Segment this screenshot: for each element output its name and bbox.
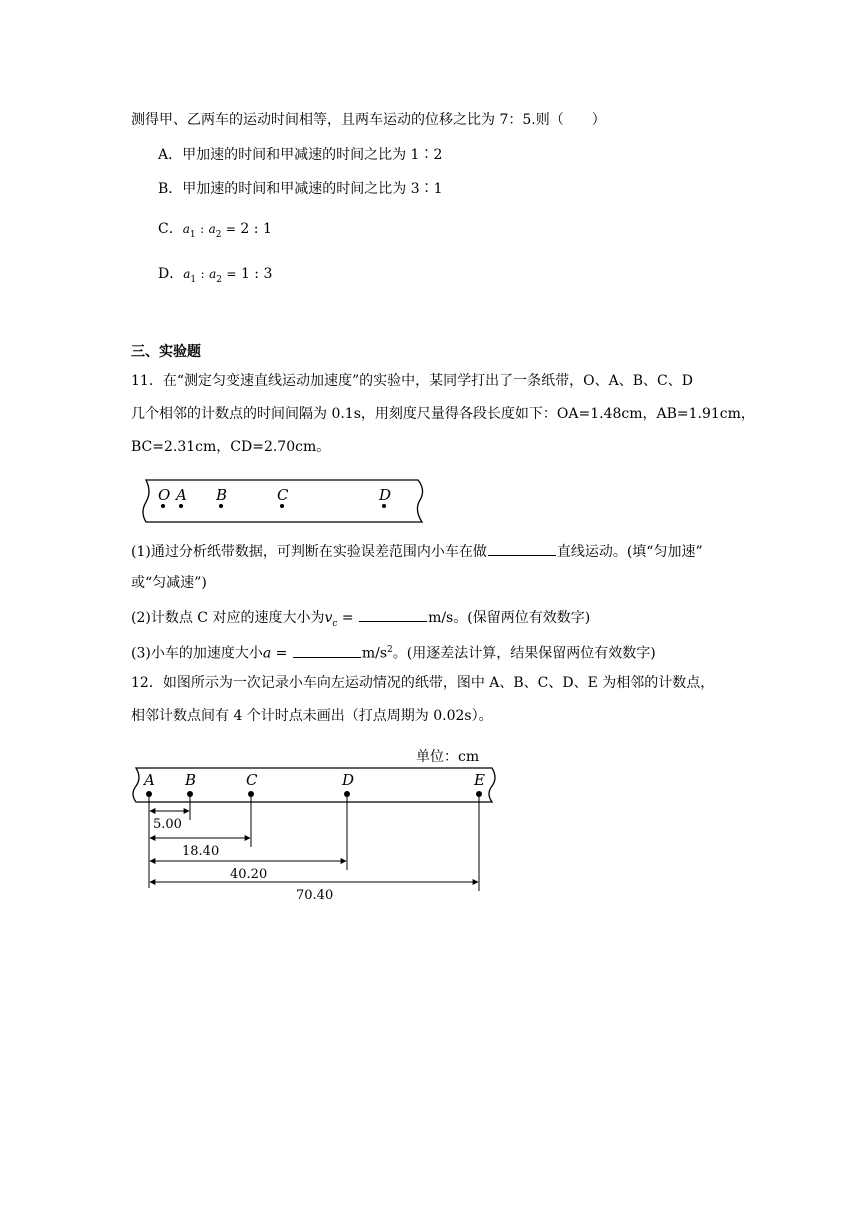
q10-option-b: B．甲加速的时间和甲减速的时间之比为 3∶1 (158, 181, 443, 197)
q12-unit-label: 单位：cm (416, 749, 480, 765)
q11-sub1-cont: 或“匀减速”) (131, 575, 207, 591)
q11-tape-figure (140, 478, 430, 524)
q11-sub3: (3)小车的加速度大小$a = m/s^2$。(用逐差法计算，结果保留两位有效数字) (131, 640, 656, 664)
q10-option-a: A．甲加速的时间和甲减速的时间之比为 1∶2 (158, 147, 443, 163)
dim-label-2: 40.20 (230, 867, 268, 882)
tape1-dot-o (161, 504, 165, 508)
q11-line1: 11．在“测定匀变速直线运动加速度”的实验中，某同学打出了一条纸带，O、A、B、C、D (131, 373, 693, 389)
tape1-dot-a (179, 504, 183, 508)
section-title: 三、实验题 (131, 344, 201, 360)
tape1-dot-c (280, 504, 284, 508)
q11-sub1: (1)通过分析纸带数据，可判断在实验误差范围内小车在做 直线运动。(填“匀加速” (131, 540, 703, 562)
q10-stem: 测得甲、乙两车的运动时间相等，且两车运动的位移之比为 7：5.则（ ） (131, 112, 606, 128)
tape1-label-b: B (216, 486, 228, 504)
dim-label-1: 18.40 (182, 844, 220, 859)
q10-option-d: D．$a_1$ : $a_2 = 1$ : 3 (158, 266, 273, 285)
tape2-label-c: C (246, 771, 258, 789)
tape1-dot-b (219, 504, 223, 508)
q11-line2: 几个相邻的计数点的时间间隔为 0.1s，用刻度尺量得各段长度如下：OA=1.48cm，AB=1.91cm， (131, 406, 755, 422)
q12-tape-figure (128, 744, 508, 908)
tape1-label-c: C (277, 486, 289, 504)
tape1-dot-d (382, 504, 386, 508)
q12-line1: 12．如图所示为一次记录小车向左运动情况的纸带，图中 A、B、C、D、E 为相邻的计数点， (131, 675, 715, 691)
tape1-label-a: A (176, 486, 187, 504)
dim-label-3: 70.40 (296, 888, 334, 903)
q10-option-c: C．$a_1$ : $a_2 = 2$ : 1 (158, 221, 272, 240)
tape2-label-e: E (474, 771, 485, 789)
tape2-label-a: A (144, 771, 155, 789)
dim-label-0: 5.00 (153, 817, 182, 832)
q11-line3: BC=2.31cm，CD=2.70cm。 (131, 439, 331, 455)
q11-sub2: (2)计数点 C 对应的速度大小为$v_c = m/s$。(保留两位有效数字) (131, 606, 590, 634)
tape1-label-o: O (158, 486, 171, 504)
tape2-label-b: B (185, 771, 197, 789)
q12-line2: 相邻计数点间有 4 个计时点未画出（打点周期为 0.02s）。 (131, 708, 493, 724)
tape2-label-d: D (342, 771, 355, 789)
tape1-label-d: D (379, 486, 392, 504)
